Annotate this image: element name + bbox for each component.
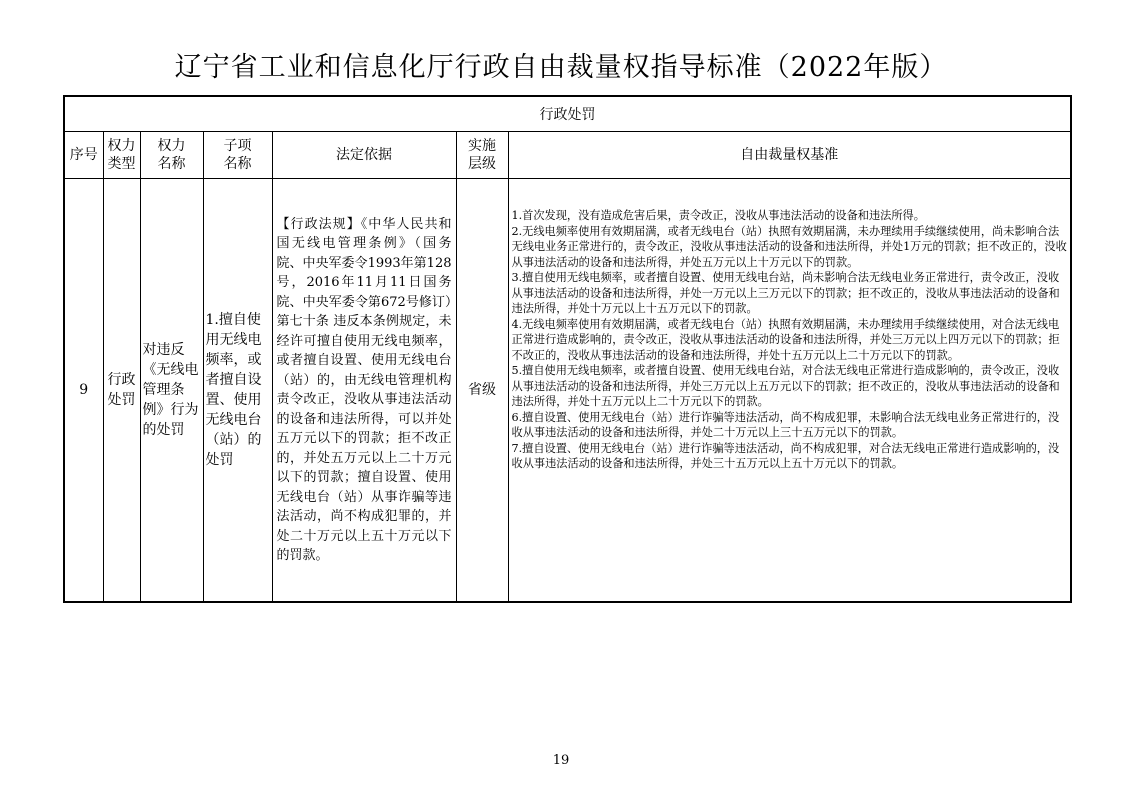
standard-item-4: 4.无线电频率使用有效期届满，或者无线电台（站）执照有效期届满，未办理续用手续继续使用，对合法无线电正常进行造成影响的，责令改正，没收从事违法活动的设备和违法所得，并处三万元以上四万元以下的罚款；拒不改正的，没收从事违法活动的设备和违法所得，并处十五万元以上二十万元以下的罚款。 bbox=[511, 317, 1060, 362]
document-title: 辽宁省工业和信息化厅行政自由裁量权指导标准（2022年版） bbox=[174, 52, 948, 83]
header-legal-basis: 法定依据 bbox=[272, 132, 456, 179]
standard-item-7: 7.擅自设置、使用无线电台（站）进行诈骗等违法活动，尚不构成犯罪，对合法无线电正常进行造成影响的，没收从事违法活动的设备和违法所得，并处三十五万元以上五十万元以下的罚款。 bbox=[511, 441, 1060, 470]
header-seq: 序号 bbox=[64, 132, 103, 179]
header-standard: 自由裁量权基准 bbox=[508, 132, 1071, 179]
column-header-row bbox=[64, 132, 1071, 179]
standard-item-5: 5.擅自使用无线电频率，或者擅自设置、使用无线电台站，对合法无线电正常进行造成影响的，责令改正，没收从事违法活动的设备和违法所得，并处三万元以上五万元以下的罚款；拒不改正的，没收从事违法活动的设备和违法所得，并处十五万元以上二十万元以下的罚款。 bbox=[511, 364, 1060, 408]
standard-item-3: 3.擅自使用无线电频率，或者擅自设置、使用无线电台站，尚未影响合法无线电业务正常进行，责令改正，没收从事违法活动的设备和违法所得，并处一万元以上三万元以下的罚款；拒不改正的，没收从事违法活动的设备和违法所得，并处十万元以上十五万元以下的罚款。 bbox=[511, 271, 1060, 315]
row-power-name: 对违反《无线电管理条例》行为的处罚 bbox=[140, 179, 203, 603]
page-number: 19 bbox=[552, 753, 570, 768]
table-row bbox=[64, 179, 1071, 603]
discretion-standard-table bbox=[63, 95, 1072, 603]
row-legal-basis: 【行政法规】《中华人民共和国无线电管理条例》（国务院、中央军委令1993年第128号，2016年11月11日国务院、中央军委令第672号修订）第七十条 违反本条例规定，未经许可擅自使用无线电频率，或者擅自设置、使用无线电台（站）的，由无线电管理机构责令改正，没收从事违法活动的设备和违法所得，可以并处五万元以下的罚款；拒不改正的，并处五万元以上二十万元以下的罚款；擅自设置、使用无线电台（站）从事诈骗等违法活动，尚不构成犯罪的，并处二十万元以上五十万元以下的罚款。 bbox=[272, 179, 456, 603]
row-seq: 9 bbox=[64, 179, 103, 603]
header-level: 实施层级 bbox=[456, 132, 508, 179]
row-power-type: 行政处罚 bbox=[103, 179, 140, 603]
row-sub-item: 1.擅自使用无线电频率，或者擅自设置、使用无线电台（站）的处罚 bbox=[203, 179, 272, 603]
standard-item-2: 2.无线电频率使用有效期届满，或者无线电台（站）执照有效期届满，未办理续用手续继续使用，尚未影响合法无线电业务正常进行的，责令改正，没收从事违法活动的设备和违法所得，并处1万元的罚款；拒不改正的，没收从事违法活动的设备和违法所得，并处五万元以上十万元以下的罚款。 bbox=[511, 224, 1067, 269]
standard-item-6: 6.擅自设置、使用无线电台（站）进行诈骗等违法活动，尚不构成犯罪，未影响合法无线电业务正常进行的，没收从事违法活动的设备和违法所得，并处二十万元以上三十五万元以下的罚款。 bbox=[511, 410, 1060, 439]
section-header-row bbox=[64, 96, 1071, 132]
header-sub-item: 子项名称 bbox=[203, 132, 272, 179]
row-level: 省级 bbox=[456, 179, 508, 603]
row-standard bbox=[508, 179, 1071, 603]
header-power-name: 权力名称 bbox=[140, 132, 203, 179]
section-label: 行政处罚 bbox=[64, 96, 1071, 132]
standard-item-1: 1.首次发现，没有造成危害后果，责令改正，没收从事违法活动的设备和违法所得。 bbox=[511, 209, 925, 222]
header-power-type: 权力类型 bbox=[103, 132, 140, 179]
